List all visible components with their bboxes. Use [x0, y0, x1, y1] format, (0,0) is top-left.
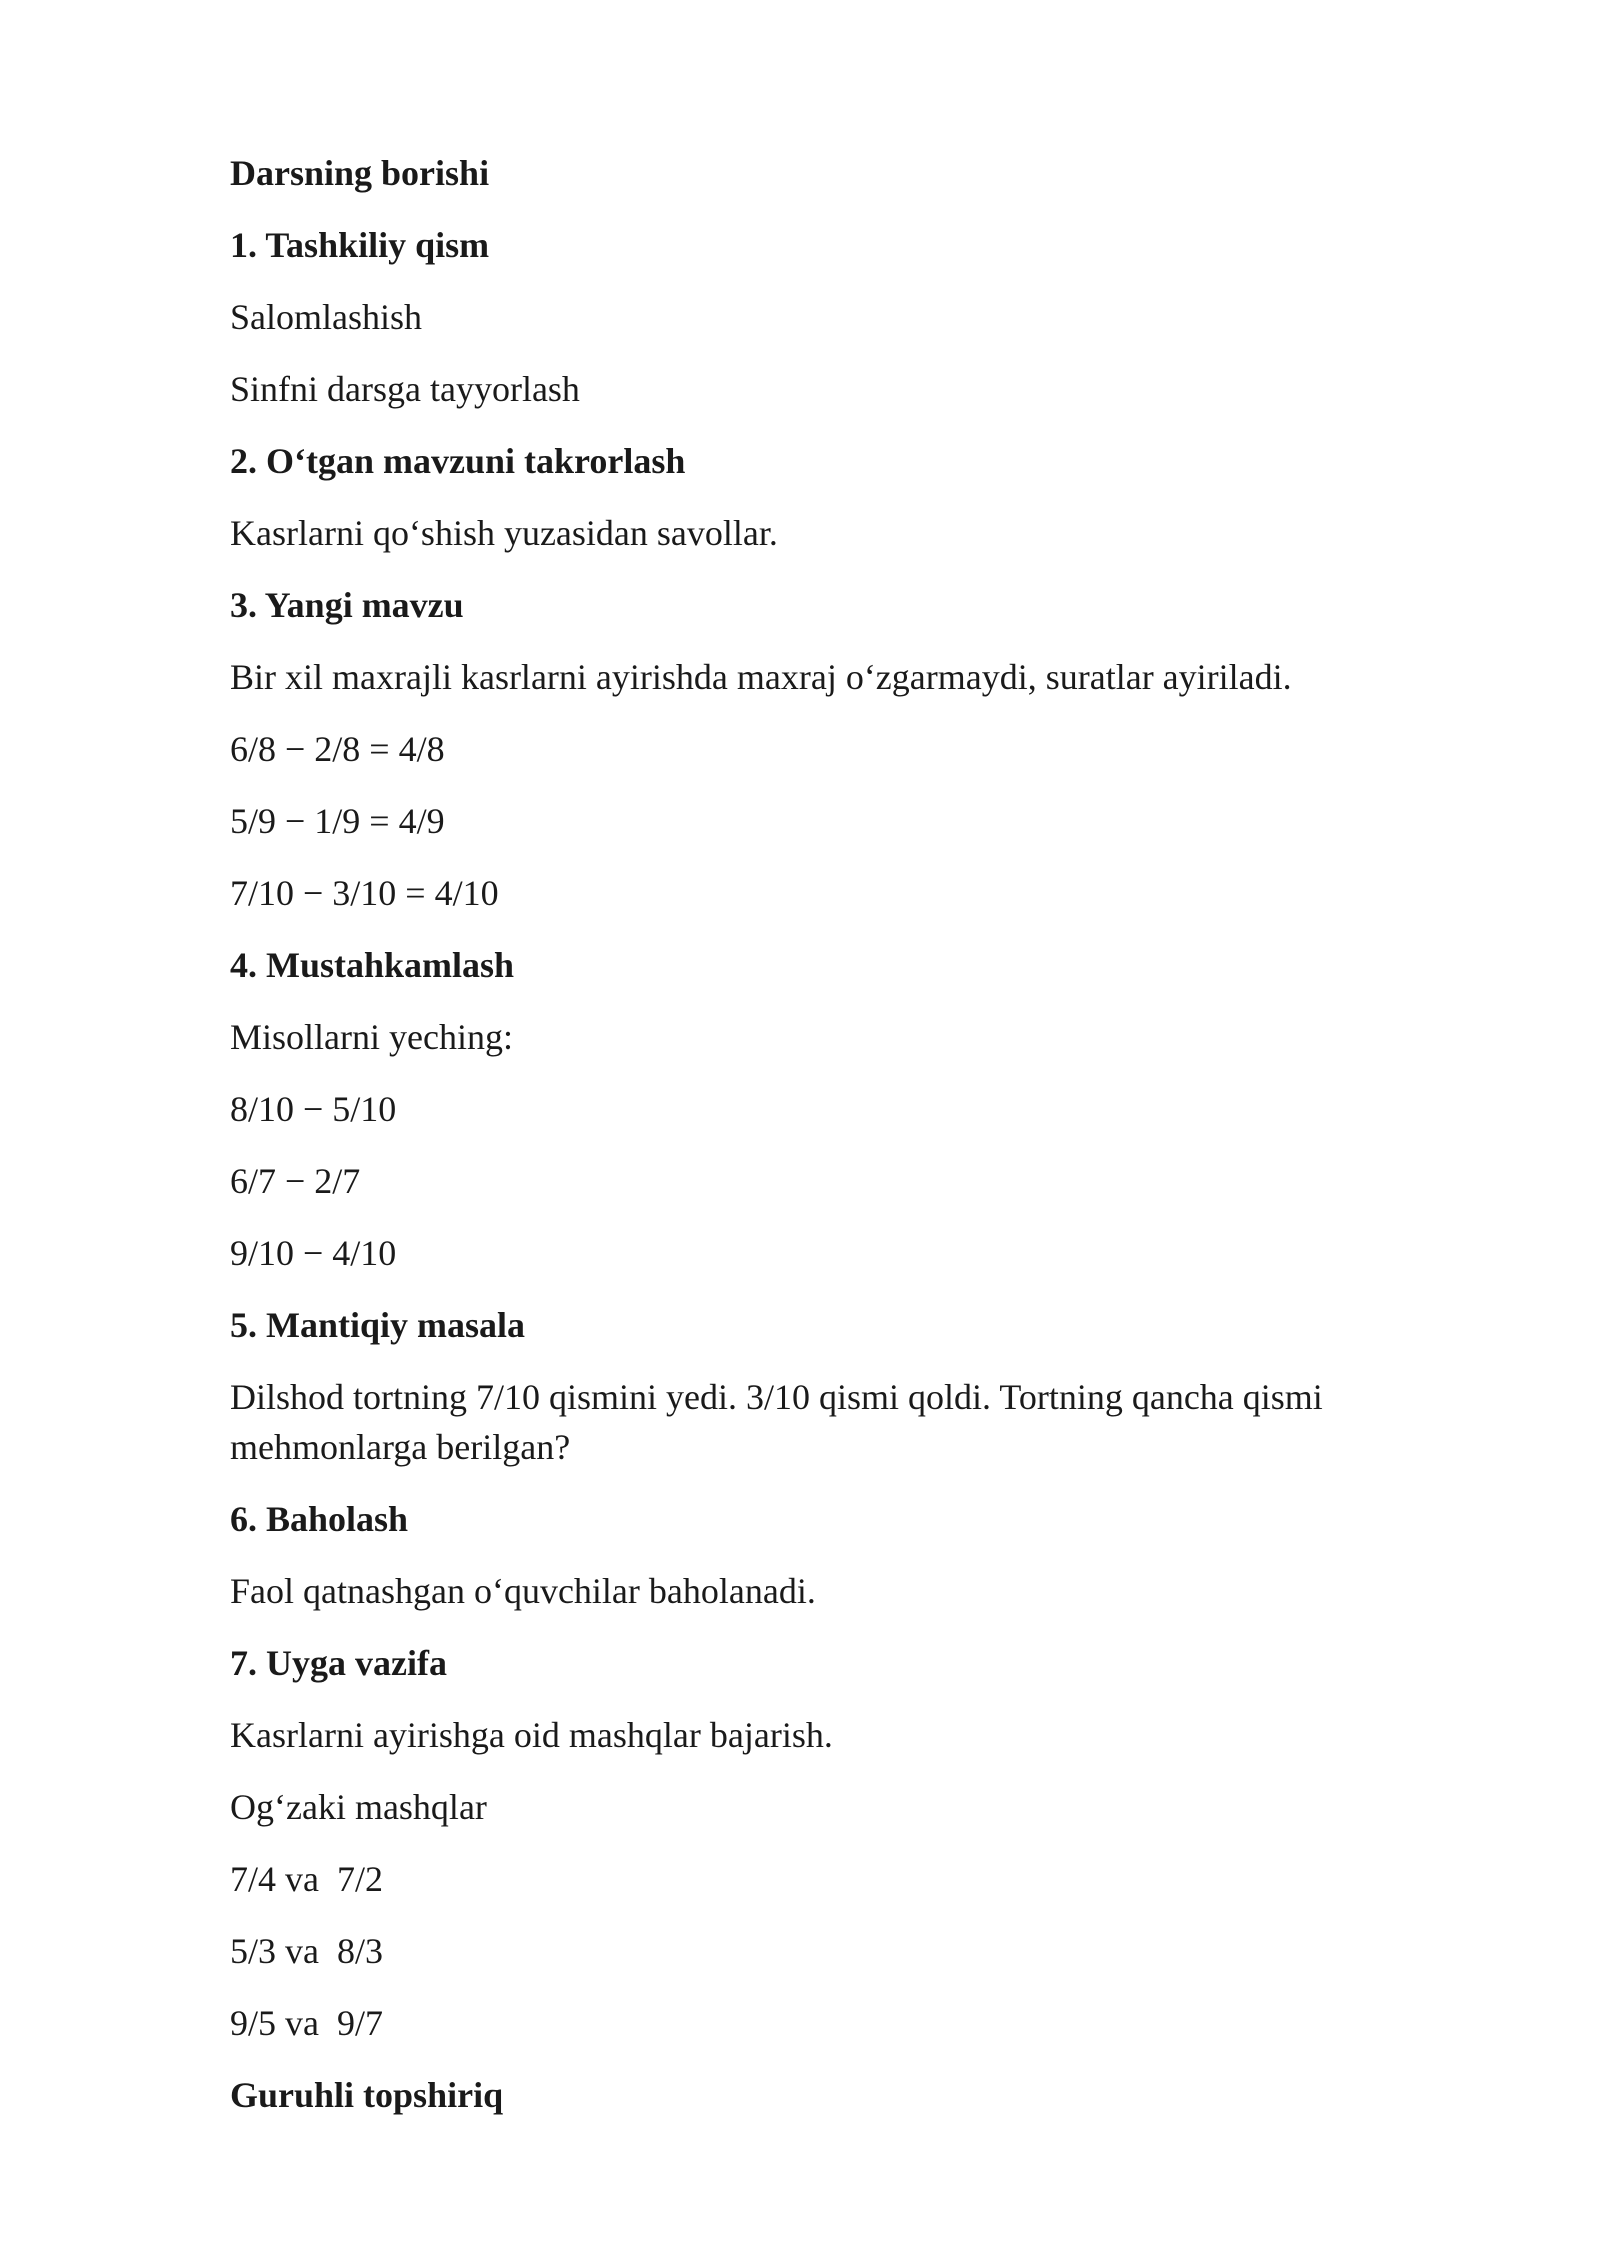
- section-heading: 6. Baholash: [230, 1499, 409, 1539]
- section-heading: 2. O‘tgan mavzuni takrorlash: [230, 441, 686, 481]
- paragraph: Sinfni darsga tayyorlash: [230, 369, 580, 409]
- section-heading: 7. Uyga vazifa: [230, 1643, 447, 1683]
- paragraph: 9/10 − 4/10: [230, 1233, 397, 1273]
- section-heading: 3. Yangi mavzu: [230, 585, 464, 625]
- paragraph: 5/3 va 8/3: [230, 1931, 383, 1971]
- paragraph: 6/7 − 2/7: [230, 1161, 361, 1201]
- section-heading: 5. Mantiqiy masala: [230, 1305, 526, 1345]
- paragraph: 5/9 − 1/9 = 4/9: [230, 801, 445, 841]
- paragraph: 9/5 va 9/7: [230, 2003, 383, 2043]
- section-heading: Darsning borishi: [230, 153, 490, 193]
- paragraph: Kasrlarni qo‘shish yuzasidan savollar.: [230, 513, 778, 553]
- paragraph: Og‘zaki mashqlar: [230, 1787, 487, 1827]
- paragraph: Misollarni yeching:: [230, 1017, 513, 1057]
- paragraph: 7/10 − 3/10 = 4/10: [230, 873, 499, 913]
- document-page: [230, 148, 1390, 2142]
- paragraph: Kasrlarni ayirishga oid mashqlar bajarish.: [230, 1715, 833, 1755]
- paragraph: Faol qatnashgan o‘quvchilar baholanadi.: [230, 1571, 816, 1611]
- section-heading: Guruhli topshiriq: [230, 2075, 504, 2115]
- paragraph: Dilshod tortning 7/10 qismini yedi. 3/10 qismi qoldi. Tortning qancha qismi mehmonlarga berilgan?: [230, 1377, 1332, 1467]
- paragraph: Bir xil maxrajli kasrlarni ayirishda maxraj o‘zgarmaydi, suratlar ayiriladi.: [230, 657, 1292, 697]
- paragraph: 8/10 − 5/10: [230, 1089, 397, 1129]
- paragraph: Salomlashish: [230, 297, 423, 337]
- paragraph: 6/8 − 2/8 = 4/8: [230, 729, 445, 769]
- section-heading: 4. Mustahkamlash: [230, 945, 515, 985]
- paragraph: 7/4 va 7/2: [230, 1859, 383, 1899]
- section-heading: 1. Tashkiliy qism: [230, 225, 490, 265]
